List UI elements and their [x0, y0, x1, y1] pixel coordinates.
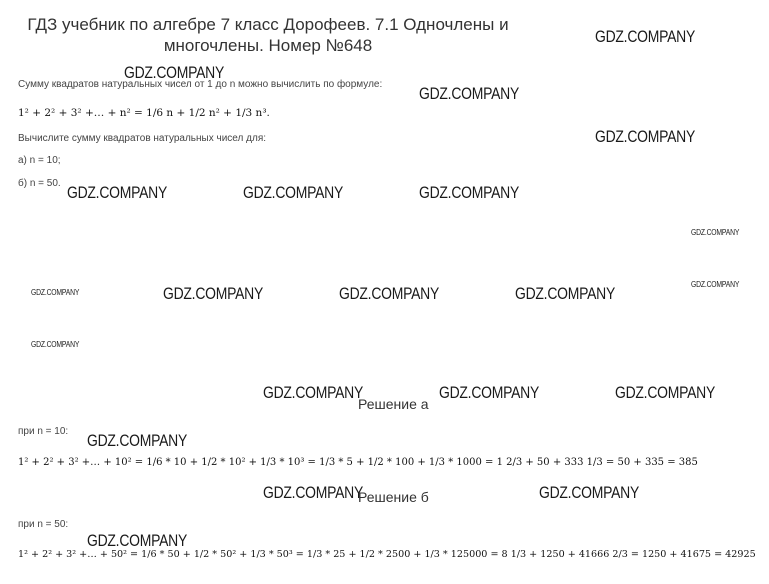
watermark: GDZ.COMPANY [419, 183, 520, 202]
problem-intro: Сумму квадратов натуральных чисел от 1 до n можно вычислить по формуле: [18, 79, 383, 90]
watermark: GDZ.COMPANY [515, 284, 616, 303]
watermark: GDZ.COMPANY [124, 63, 225, 82]
page-title-line-1: ГДЗ учебник по алгебре 7 класс Дорофеев. 7.1 Одночлены и [27, 15, 509, 34]
watermark: GDZ.COMPANY [615, 383, 716, 402]
solution-b-condition: при n = 50: [18, 519, 69, 530]
watermark: GDZ.COMPANY [691, 280, 740, 289]
problem-part-b: б) n = 50. [18, 178, 61, 189]
watermark: GDZ.COMPANY [67, 183, 168, 202]
problem-formula: 1² + 2² + 3² +… + n² = 1/6 n + 1/2 n² + 1/3 n³. [18, 107, 270, 119]
watermark: GDZ.COMPANY [87, 531, 188, 550]
watermark: GDZ.COMPANY [419, 84, 520, 103]
problem-part-a: а) n = 10; [18, 155, 61, 166]
watermark: GDZ.COMPANY [31, 340, 80, 349]
page-title [18, 14, 518, 56]
watermark: GDZ.COMPANY [263, 483, 364, 502]
watermark: GDZ.COMPANY [31, 288, 80, 297]
watermark: GDZ.COMPANY [595, 27, 696, 46]
watermark: GDZ.COMPANY [691, 228, 740, 237]
watermark: GDZ.COMPANY [243, 183, 344, 202]
solution-a-equation: 1² + 2² + 3² +… + 10² = 1/6 * 10 + 1/2 * 10² + 1/3 * 10³ = 1/3 * 5 + 1/2 * 100 + 1/3 * 1000 = 1 2/3 + 50 + 333 1/3 = 50 + 335 = 385 [18, 457, 698, 468]
solution-a-condition: при n = 10: [18, 426, 69, 437]
watermark: GDZ.COMPANY [539, 483, 640, 502]
watermark: GDZ.COMPANY [595, 127, 696, 146]
watermark: GDZ.COMPANY [339, 284, 440, 303]
solution-b-equation: 1² + 2² + 3² +… + 50² = 1/6 * 50 + 1/2 * 50² + 1/3 * 50³ = 1/3 * 25 + 1/2 * 2500 + 1/3 * 125000 = 8 1/3 + 1250 + 41666 2/3 = 1250 + 41675 = 42925 [18, 549, 756, 560]
page-title-line-2: многочлены. Номер №648 [163, 36, 373, 55]
watermark: GDZ.COMPANY [87, 431, 188, 450]
watermark: GDZ.COMPANY [163, 284, 264, 303]
solution-b-heading: Решение б [358, 489, 429, 505]
solution-a-heading: Решение а [358, 396, 429, 412]
problem-task: Вычислите сумму квадратов натуральных чисел для: [18, 133, 267, 144]
watermark: GDZ.COMPANY [263, 383, 364, 402]
watermark: GDZ.COMPANY [439, 383, 540, 402]
